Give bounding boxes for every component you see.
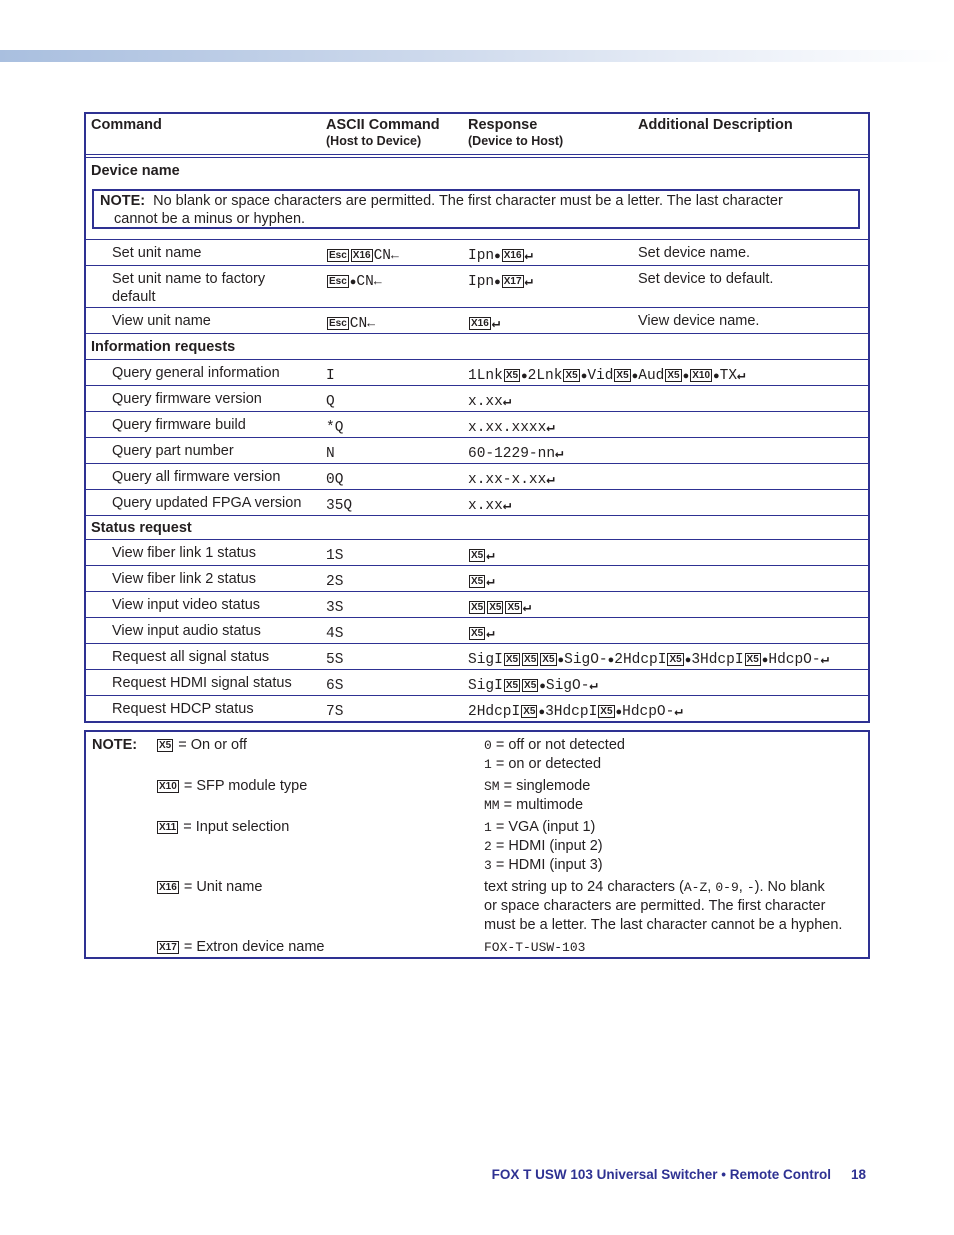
table-row: View input audio status 4S X5 ↵	[86, 617, 868, 643]
top-decorative-bar	[0, 50, 954, 62]
legend-note-box	[84, 730, 870, 959]
table-row: Query general information I 1Lnk X5 ●2Lnk X5 ●Vid X5 ●Aud X5 ● X10 ●TX↵	[86, 359, 868, 385]
device-name-note	[86, 183, 868, 239]
legend-x11: X11 = Input selection	[159, 819, 290, 835]
table-row: View fiber link 2 status 2S X5 ↵	[86, 565, 868, 591]
legend-x10-values: SM = singlemode MM = multimode	[484, 778, 591, 813]
section-title: Status request	[91, 520, 192, 536]
page-number: 18	[850, 1167, 866, 1182]
legend-x5: X5 = On or off	[159, 737, 247, 753]
ascii-command: Esc X16 CN←	[329, 248, 399, 264]
legend-x16-values: text string up to 24 characters (A-Z, 0-9, -). No blank or space characters are permitted. The first character must be a letter. The last character cannot be a hyphen.	[484, 879, 843, 933]
table-header	[86, 114, 868, 155]
legend-x17-value: FOX-T-USW-103	[484, 940, 586, 955]
legend-x10: X10 = SFP module type	[159, 778, 308, 794]
table-row: Request HDCP status 7S 2HdcpI X5 ●3HdcpI X5 ●HdcpO-↵	[86, 695, 868, 721]
table-row: Query updated FPGA version 35Q x.xx↵	[86, 489, 868, 515]
table-row: Query firmware version Q x.xx↵	[86, 385, 868, 411]
response: X16 ↵	[471, 316, 501, 332]
table-row: Query part number N 60-1229-nn↵	[86, 437, 868, 463]
command-table	[84, 112, 870, 723]
section-title: Information requests	[91, 339, 236, 355]
legend-x11-values: 1 = VGA (input 1) 2 = HDMI (input 2) 3 = HDMI (input 3)	[484, 819, 603, 873]
header-description: Additional Description	[638, 117, 793, 133]
ascii-command: Esc CN←	[329, 316, 376, 332]
ascii-command: Esc ●CN←	[329, 274, 382, 290]
section-status	[86, 515, 868, 539]
note-label: NOTE:	[92, 737, 138, 753]
table-row: Request all signal status 5S SigI X5 X5 X5 ●SigO-●2HdcpI X5 ●3HdcpI X5 ●HdcpO-↵	[86, 643, 868, 669]
legend-x17: X17 = Extron device name	[159, 939, 325, 955]
response: Ipn● X16 ↵	[468, 248, 533, 264]
header-ascii: ASCII Command (Host to Device)	[326, 117, 440, 148]
table-row: Set unit name to factory default Esc ●CN← Ipn● X17 ↵ Set device to default.	[86, 265, 868, 307]
table-row: View input video status 3S X5 X5 X5 ↵	[86, 591, 868, 617]
response: Ipn● X17 ↵	[468, 274, 533, 290]
section-information	[86, 333, 868, 359]
table-row: Query all firmware version 0Q x.xx-x.xx↵	[86, 463, 868, 489]
table-row: Request HDMI signal status 6S SigI X5 X5 ●SigO-↵	[86, 669, 868, 695]
table-row: Query firmware build *Q x.xx.xxxx↵	[86, 411, 868, 437]
header-command: Command	[91, 117, 162, 133]
legend-x16: X16 = Unit name	[159, 879, 263, 895]
table-row: View unit name Esc CN← X16 ↵ View device name.	[86, 307, 868, 333]
table-row: Set unit name Esc X16 CN← Ipn● X16 ↵ Set device name.	[86, 239, 868, 265]
table-row: View fiber link 1 status 1S X5 ↵	[86, 539, 868, 565]
footer-title: FOX T USW 103 Universal Switcher • Remote Control	[491, 1167, 831, 1182]
header-response: Response (Device to Host)	[468, 117, 564, 148]
legend-x5-values: 0 = off or not detected 1 = on or detected	[484, 737, 625, 772]
page-footer	[492, 1167, 866, 1182]
section-title: Device name	[91, 163, 180, 179]
note-box: NOTE: No blank or space characters are permitted. The first character must be a letter. The last character cannot be a minus or hyphen.	[92, 189, 860, 229]
response: 1Lnk X5 ●2Lnk X5 ●Vid X5 ●Aud X5 ● X10 ●TX↵	[468, 368, 746, 384]
section-device-name	[86, 157, 868, 183]
